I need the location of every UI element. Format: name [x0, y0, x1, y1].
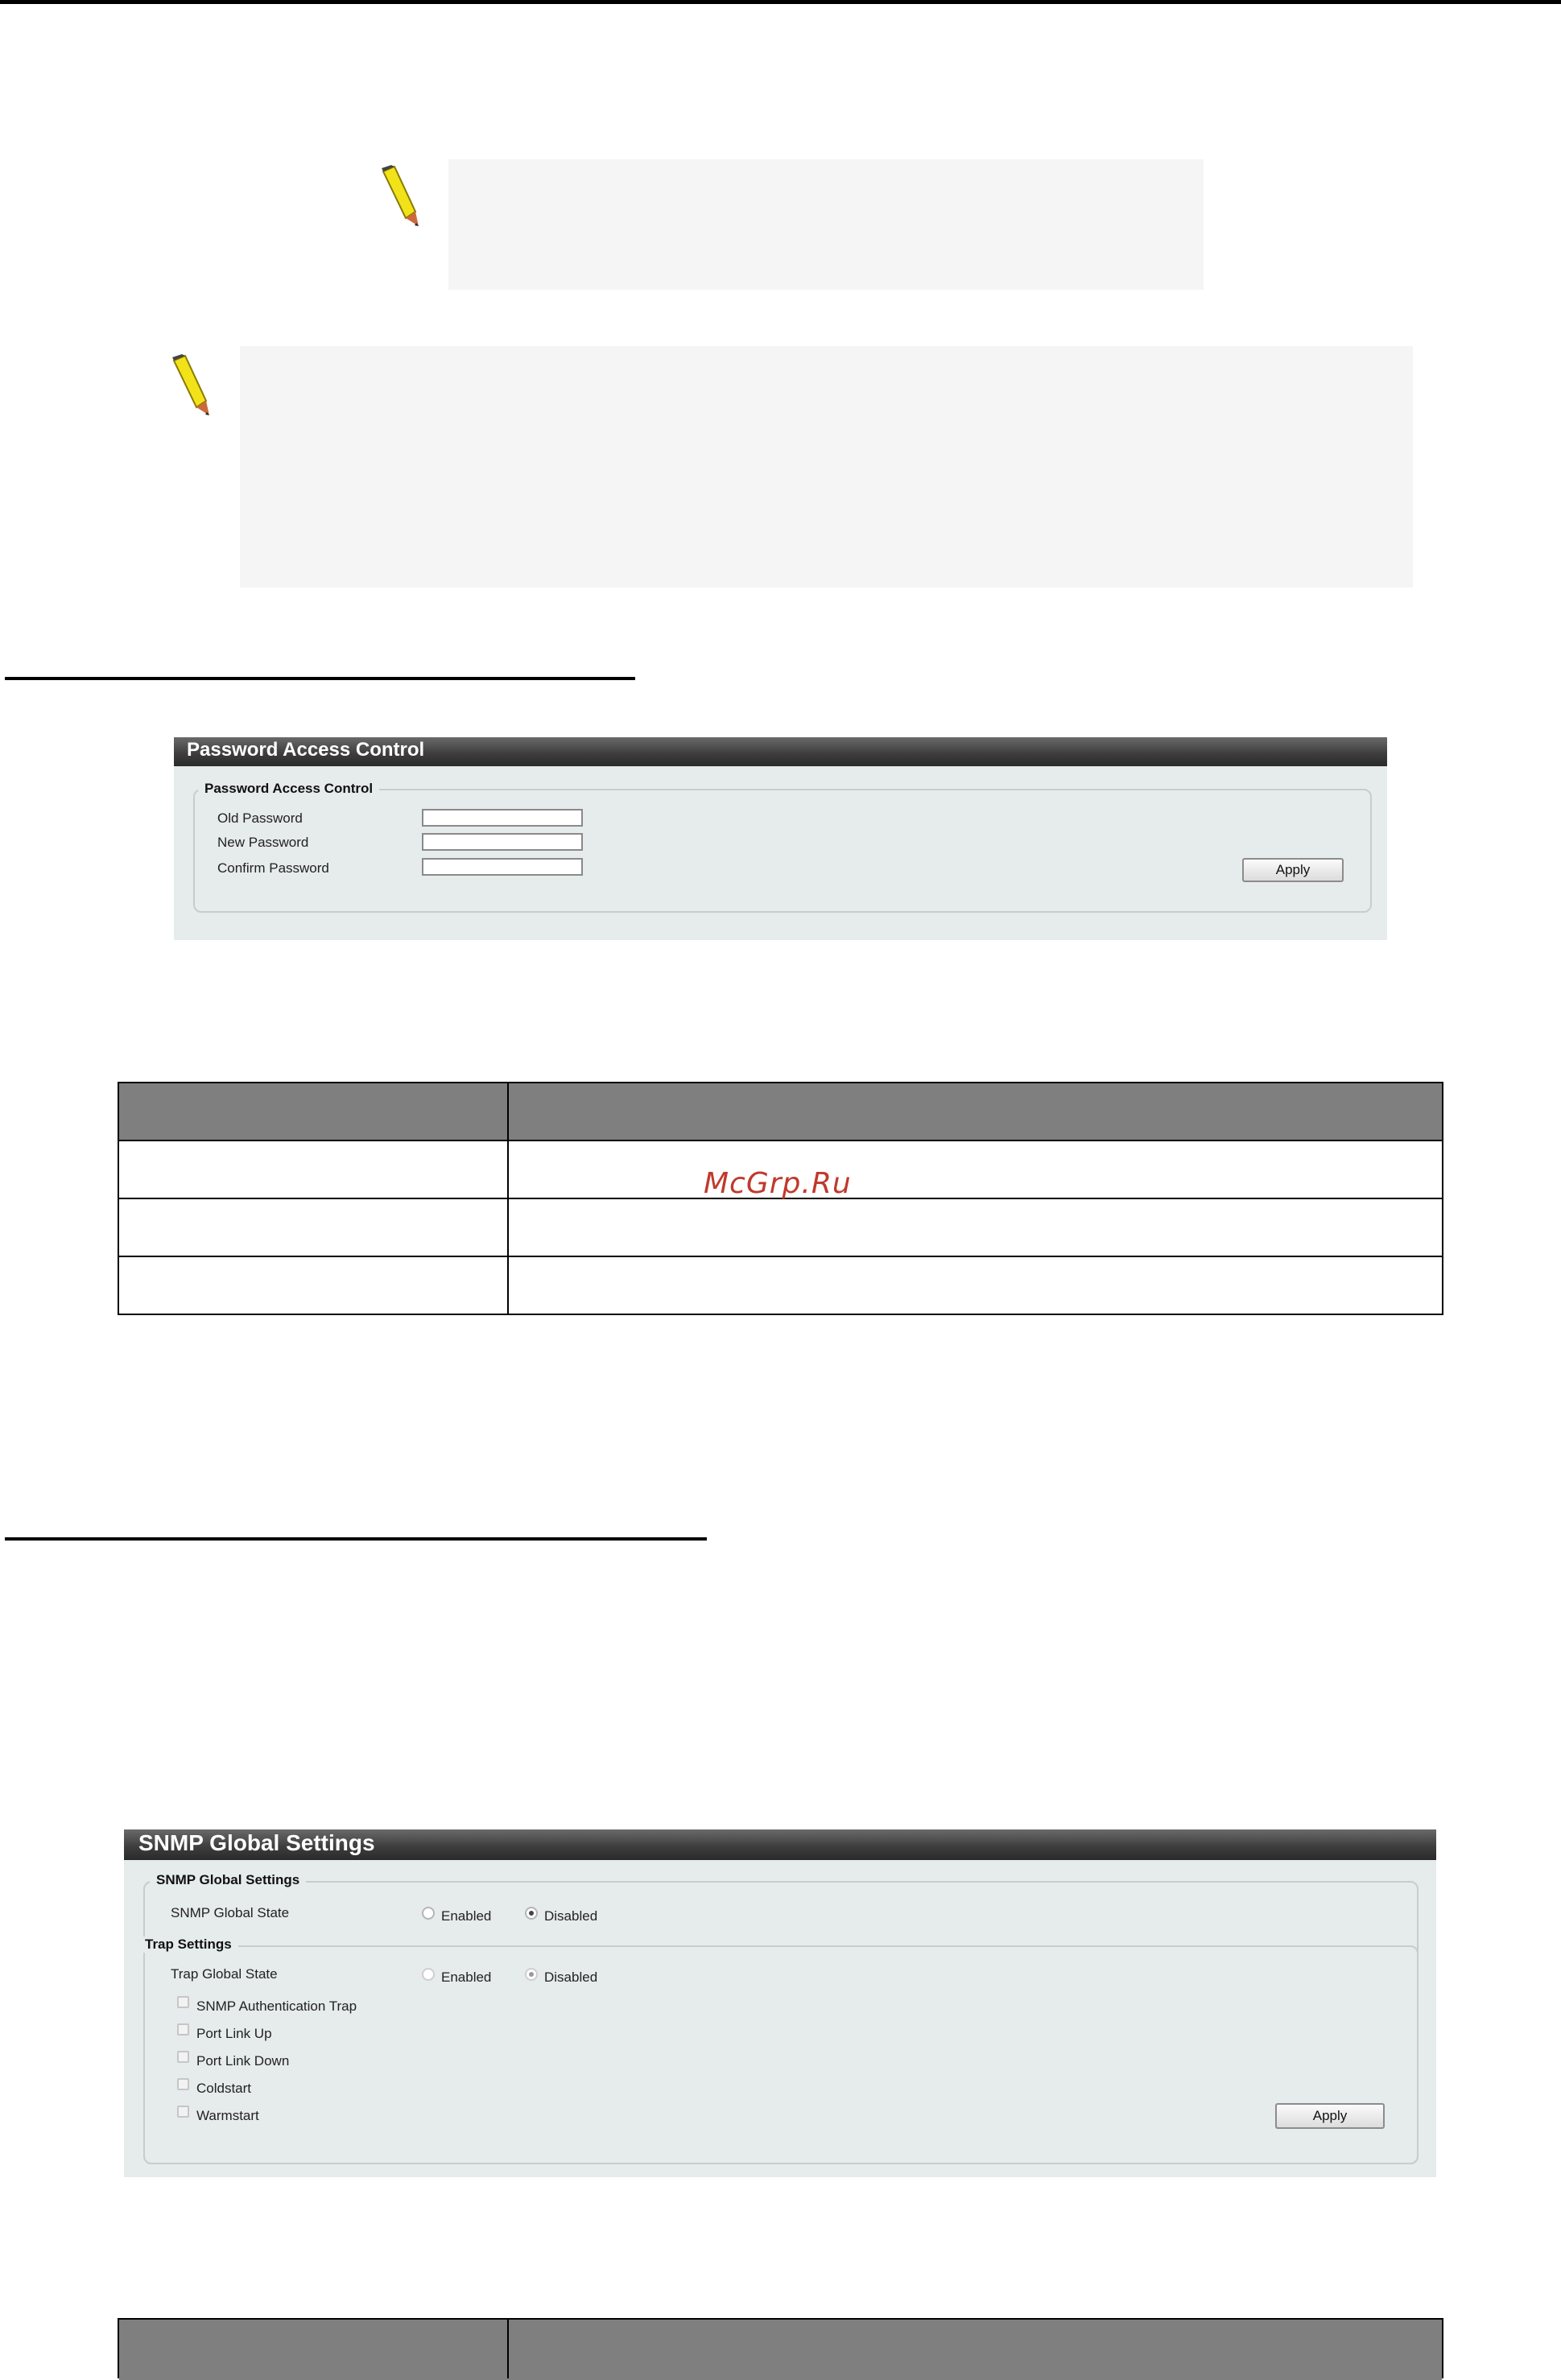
table-column-divider — [507, 2320, 509, 2378]
section-rule — [5, 677, 635, 680]
trap-enabled-radio[interactable] — [422, 1968, 435, 1981]
coldstart-label: Coldstart — [196, 2081, 252, 2096]
old-password-input[interactable] — [422, 809, 583, 827]
note-pencil-icon — [163, 354, 213, 419]
table-column-divider — [507, 1083, 509, 1314]
warmstart-label: Warmstart — [196, 2108, 259, 2123]
snmp-global-state-label: SNMP Global State — [171, 1905, 290, 1920]
table-header-row — [119, 1083, 1442, 1140]
table-header-row — [119, 2320, 1442, 2380]
apply-button[interactable]: Apply — [1275, 2103, 1385, 2129]
new-password-label: New Password — [217, 835, 309, 850]
trap-enabled-label: Enabled — [441, 1970, 492, 1985]
fieldset-legend: SNMP Global Settings — [150, 1872, 306, 1888]
snmp-enabled-label: Enabled — [441, 1908, 492, 1924]
confirm-password-label: Confirm Password — [217, 860, 329, 876]
snmp-disabled-label: Disabled — [544, 1908, 598, 1924]
snmp-disabled-radio[interactable] — [525, 1907, 538, 1920]
note-box — [240, 346, 1413, 588]
trap-disabled-radio[interactable] — [525, 1968, 538, 1981]
table-row — [119, 1198, 1442, 1256]
note-box — [448, 159, 1204, 290]
port-link-down-label: Port Link Down — [196, 2053, 290, 2069]
watermark: McGrp.Ru — [704, 1167, 852, 1200]
snmp-enabled-radio[interactable] — [422, 1907, 435, 1920]
confirm-password-input[interactable] — [422, 858, 583, 876]
warmstart-checkbox[interactable] — [177, 2106, 189, 2118]
snmp-global-settings-panel — [124, 1829, 1436, 2177]
page-top-rule — [0, 0, 1561, 4]
section-rule — [5, 1537, 707, 1541]
port-link-up-label: Port Link Up — [196, 2026, 272, 2041]
coldstart-checkbox[interactable] — [177, 2078, 189, 2090]
trap-fieldset — [143, 1937, 1419, 2164]
snmp-authentication-trap-checkbox[interactable] — [177, 1996, 189, 2008]
trap-global-state-label: Trap Global State — [171, 1966, 278, 1982]
port-link-up-checkbox[interactable] — [177, 2023, 189, 2036]
port-link-down-checkbox[interactable] — [177, 2051, 189, 2063]
note-pencil-icon — [372, 165, 422, 229]
old-password-label: Old Password — [217, 811, 303, 826]
table-row — [119, 1256, 1442, 1315]
parameter-table — [118, 2318, 1443, 2378]
snmp-authentication-trap-label: SNMP Authentication Trap — [196, 1998, 357, 2014]
fieldset-legend: Trap Settings — [138, 1937, 238, 1953]
password-access-control-panel — [174, 737, 1387, 940]
fieldset-legend: Password Access Control — [198, 781, 379, 797]
password-fieldset — [193, 781, 1372, 913]
trap-disabled-label: Disabled — [544, 1970, 598, 1985]
panel-title: Password Access Control — [174, 737, 1387, 766]
new-password-input[interactable] — [422, 833, 583, 851]
panel-title: SNMP Global Settings — [124, 1829, 1436, 1860]
apply-button[interactable]: Apply — [1242, 858, 1344, 882]
